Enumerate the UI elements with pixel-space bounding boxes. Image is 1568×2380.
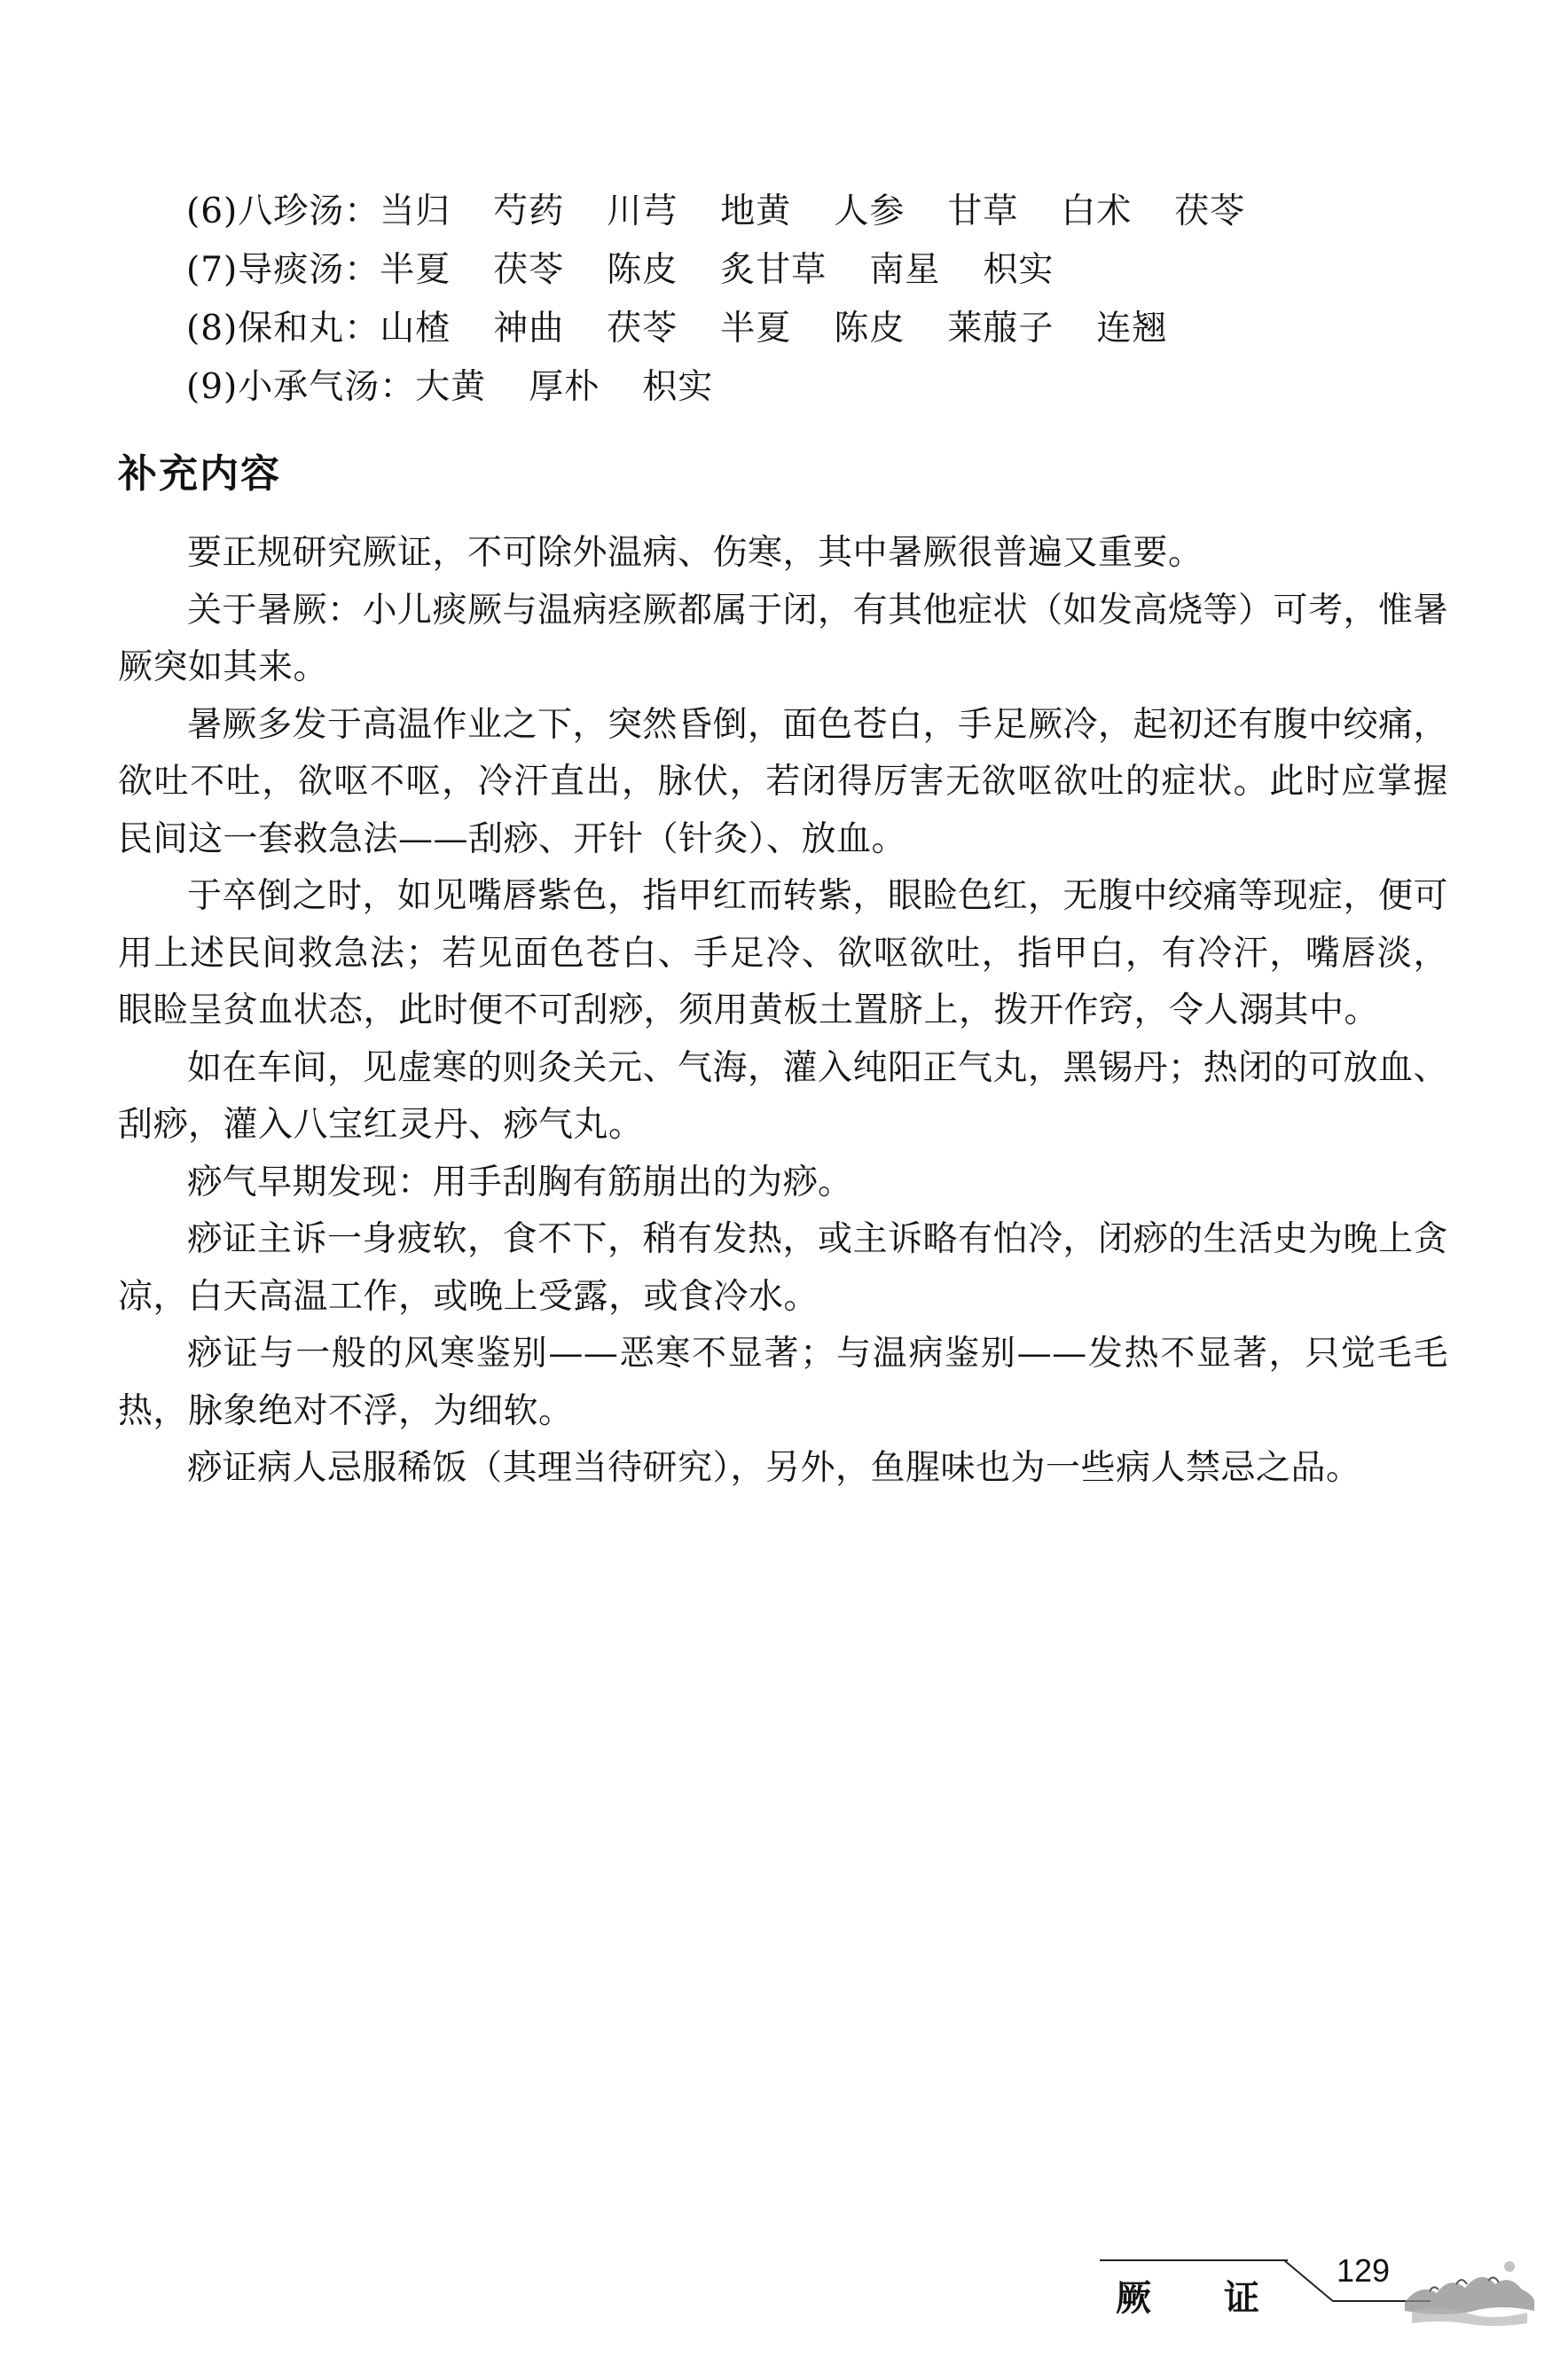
footer-rule <box>1100 2259 1288 2261</box>
herb: 厚朴 <box>529 367 600 407</box>
herb: 茯苓 <box>493 250 565 290</box>
paragraph: 痧证病人忌服稀饭（其理当待研究），另外，鱼腥味也为一些病人禁忌之品。 <box>187 1448 1361 1488</box>
herb: 甘草 <box>947 192 1019 231</box>
formula-row <box>186 300 1446 358</box>
formula-row <box>186 358 1446 417</box>
herb: 炙甘草 <box>720 250 827 290</box>
formula-list <box>186 183 1446 417</box>
herb: 当归 <box>380 192 451 231</box>
formula-name: (6)八珍汤： <box>186 192 380 231</box>
herb: 神曲 <box>493 309 565 348</box>
landscape-ornament-icon <box>1403 2249 1536 2333</box>
herb: 半夏 <box>380 250 451 290</box>
herb: 南星 <box>869 250 941 290</box>
paragraph: 痧证主诉一身疲软，食不下，稍有发热，或主诉略有怕冷，闭痧的生活史为晚上贪凉，白天高温工作，或晚上受露，或食冷水。 <box>118 1219 1449 1317</box>
paragraph: 要正规研究厥证，不可除外温病、伤寒，其中暑厥很普遍又重要。 <box>187 533 1203 573</box>
herb: 山楂 <box>380 309 451 348</box>
herb: 陈皮 <box>607 250 678 290</box>
herb: 陈皮 <box>834 309 906 348</box>
running-title: 厥证 <box>1116 2278 1332 2319</box>
formula-name: (8)保和丸： <box>186 309 380 348</box>
formula-name: (9)小承气汤： <box>186 367 416 407</box>
herb: 莱菔子 <box>947 309 1054 348</box>
herb: 茯苓 <box>607 309 678 348</box>
paragraph: 痧证与一般的风寒鉴别——恶寒不显著；与温病鉴别——发热不显著，只觉毛毛热，脉象绝对不浮，为细软。 <box>118 1334 1448 1431</box>
herb: 芍药 <box>493 192 565 231</box>
page-number: 129 <box>1337 2252 1391 2289</box>
body-text <box>118 525 1448 1498</box>
paragraph: 痧气早期发现：用手刮胸有筋崩出的为痧。 <box>187 1162 853 1202</box>
herb: 半夏 <box>720 309 792 348</box>
paragraph: 暑厥多发于高温作业之下，突然昏倒，面色苍白，手足厥冷，起初还有腹中绞痛，欲吐不吐，欲呕不呕，冷汗直出，脉伏，若闭得厉害无欲呕欲吐的症状。此时应掌握民间这一套救急法——刮痧、开针（针灸）、放血。 <box>118 704 1449 859</box>
herb: 枳实 <box>642 367 714 407</box>
herb: 茯苓 <box>1174 192 1246 231</box>
herb: 地黄 <box>720 192 792 231</box>
section-title: 补充内容 <box>118 451 281 497</box>
paragraph: 关于暑厥：小儿痰厥与温病痉厥都属于闭，有其他症状（如发高烧等）可考，惟暑厥突如其来。 <box>118 590 1449 687</box>
herb: 川芎 <box>607 192 678 231</box>
herb: 大黄 <box>415 367 487 407</box>
formula-row <box>186 183 1446 241</box>
herb: 连翘 <box>1096 309 1168 348</box>
herb: 白术 <box>1061 192 1133 231</box>
formula-row <box>186 241 1446 300</box>
paragraph: 如在车间，见虚寒的则灸关元、气海，灌入纯阳正气丸，黑锡丹；热闭的可放血、刮痧，灌入八宝红灵丹、痧气丸。 <box>118 1047 1449 1145</box>
formula-name: (7)导痰汤： <box>186 250 380 290</box>
herb: 枳实 <box>983 250 1054 290</box>
paragraph: 于卒倒之时，如见嘴唇紫色，指甲红而转紫，眼睑色红，无腹中绞痛等现症，便可用上述民间救急法；若见面色苍白、手足冷、欲呕欲吐，指甲白，有冷汗，嘴唇淡，眼睑呈贫血状态，此时便不可刮痧，须用黄板土置脐上，拨开作窍，令人溺其中。 <box>118 876 1449 1030</box>
herb: 人参 <box>834 192 906 231</box>
